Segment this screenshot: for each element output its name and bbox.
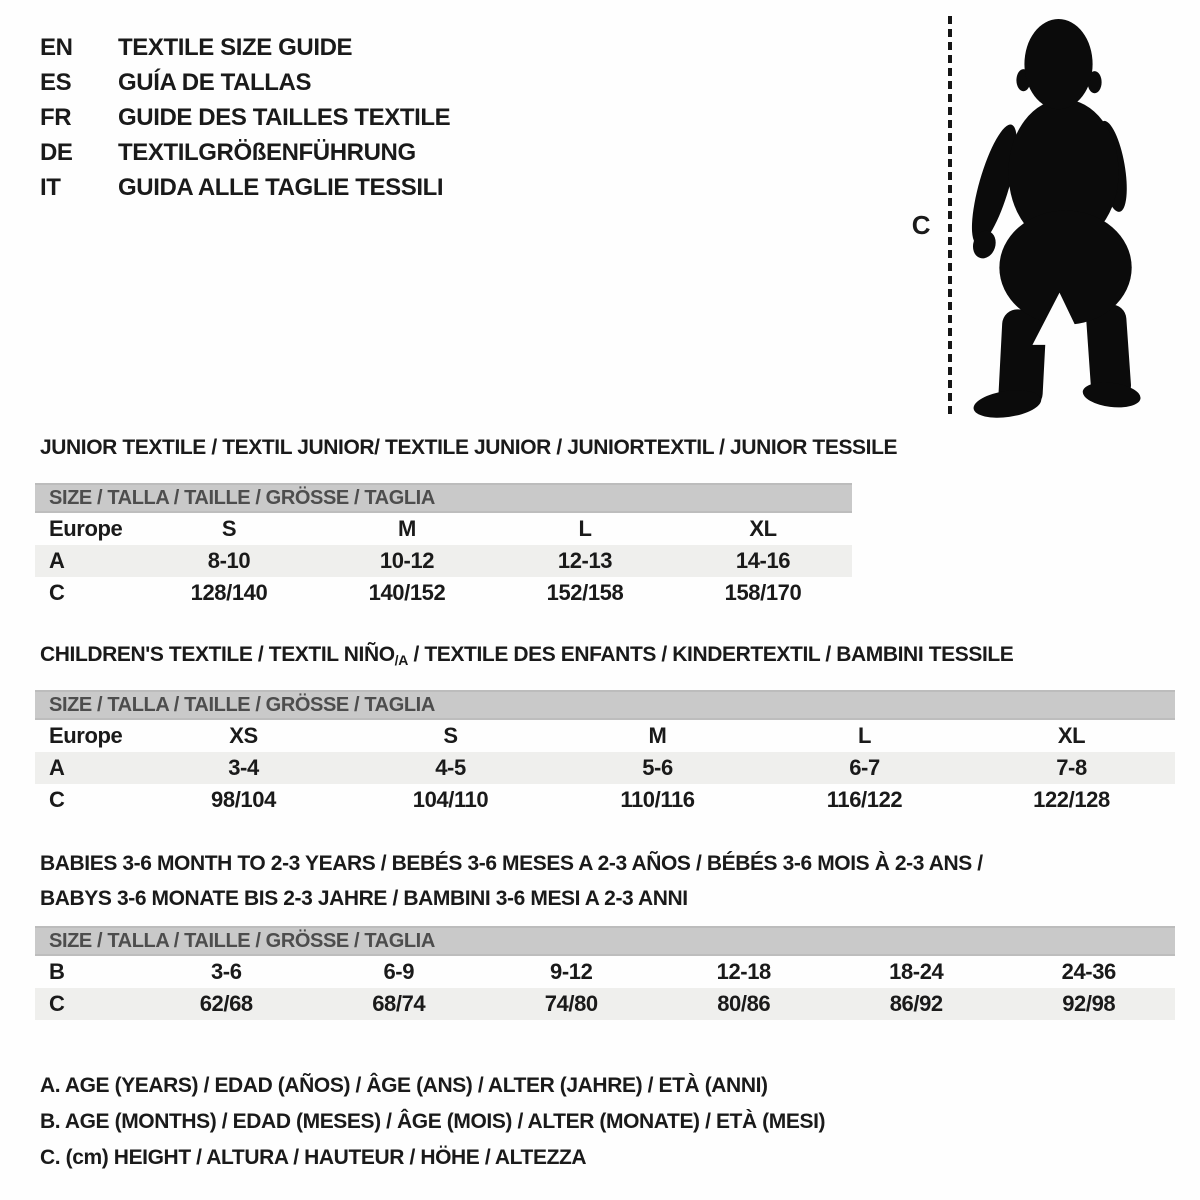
children-column-header-row — [35, 720, 1175, 752]
children-title-suffix: / TEXTILE DES ENFANTS / KINDERTEXTIL / BAMBINI TESSILE — [408, 643, 1014, 666]
babies-height-5: 86/92 — [889, 991, 943, 1016]
lang-title-it: GUIDA ALLE TAGLIE TESSILI — [118, 173, 444, 201]
junior-height-l: 152/158 — [546, 580, 624, 605]
babies-section-title — [40, 846, 983, 916]
children-age-m: 5-6 — [642, 755, 673, 780]
children-title-prefix: CHILDREN'S TEXTILE / TEXTIL NIÑO — [40, 643, 395, 666]
babies-height-3: 74/80 — [544, 991, 598, 1016]
children-height-m: 110/116 — [620, 787, 695, 812]
children-height-s: 104/110 — [412, 787, 489, 812]
babies-row-months-label: B — [49, 959, 65, 984]
babies-months-2: 6-9 — [383, 959, 415, 984]
junior-row-age-label: A — [49, 548, 65, 573]
lang-code-en: EN — [40, 33, 73, 61]
babies-months-4: 12-18 — [716, 959, 771, 984]
junior-age-m: 10-12 — [379, 548, 435, 573]
junior-col-s: S — [221, 516, 237, 541]
lang-row-fr — [40, 100, 450, 135]
babies-height-2: 68/74 — [372, 991, 426, 1016]
children-col-europe: Europe — [49, 723, 123, 748]
junior-col-l: L — [578, 516, 592, 541]
babies-height-1: 62/68 — [199, 991, 253, 1016]
height-measure-dashed-line — [948, 16, 952, 418]
babies-height-6: 92/98 — [1062, 991, 1116, 1016]
lang-title-fr: GUIDE DES TAILLES TEXTILE — [118, 103, 451, 131]
children-row-age — [35, 752, 1175, 784]
babies-months-3: 9-12 — [550, 959, 593, 984]
junior-size-bar: SIZE / TALLA / TAILLE / GRÖSSE / TAGLIA — [35, 483, 852, 513]
children-row-height — [35, 784, 1175, 816]
junior-age-s: 8-10 — [207, 548, 251, 573]
children-height-xl: 122/128 — [1033, 787, 1110, 812]
junior-height-s: 128/140 — [190, 580, 268, 605]
children-section-title — [40, 643, 1013, 668]
children-height-l: 116/122 — [826, 787, 903, 812]
children-col-xl: XL — [1057, 723, 1086, 748]
children-col-s: S — [443, 723, 458, 748]
children-row-height-label: C — [49, 787, 65, 812]
junior-row-height — [35, 577, 852, 609]
lang-title-en: TEXTILE SIZE GUIDE — [118, 33, 353, 61]
babies-months-1: 3-6 — [210, 959, 242, 984]
lang-title-de: TEXTILGRÖßENFÜHRUNG — [118, 138, 416, 166]
babies-row-height — [35, 988, 1175, 1020]
children-size-bar: SIZE / TALLA / TAILLE / GRÖSSE / TAGLIA — [35, 690, 1175, 720]
children-col-m: M — [648, 723, 667, 748]
junior-height-m: 140/152 — [368, 580, 446, 605]
junior-age-l: 12-13 — [557, 548, 613, 573]
babies-size-bar: SIZE / TALLA / TAILLE / GRÖSSE / TAGLIA — [35, 926, 1175, 956]
children-row-age-label: A — [49, 755, 65, 780]
junior-row-height-label: C — [49, 580, 65, 605]
children-age-l: 6-7 — [849, 755, 880, 780]
lang-code-de: DE — [40, 138, 73, 166]
children-title-sub: /A — [394, 652, 409, 668]
toddler-silhouette-icon — [965, 14, 1143, 420]
children-age-xl: 7-8 — [1056, 755, 1087, 780]
junior-column-header-row — [35, 513, 852, 545]
junior-age-xl: 14-16 — [735, 548, 791, 573]
children-size-table — [35, 690, 1175, 816]
babies-months-5: 18-24 — [889, 959, 944, 984]
legend-line-a: A. AGE (YEARS) / EDAD (AÑOS) / ÂGE (ANS) / ALTER (JAHRE) / ETÀ (ANNI) — [40, 1074, 768, 1097]
babies-size-table — [35, 926, 1175, 1020]
lang-code-it: IT — [40, 173, 61, 201]
language-title-block — [40, 30, 450, 205]
children-col-xs: XS — [229, 723, 258, 748]
junior-height-xl: 158/170 — [724, 580, 802, 605]
children-age-s: 4-5 — [435, 755, 466, 780]
lang-title-es: GUÍA DE TALLAS — [118, 68, 312, 96]
babies-row-months — [35, 956, 1175, 988]
junior-row-age — [35, 545, 852, 577]
lang-code-es: ES — [40, 68, 72, 96]
lang-row-es — [40, 65, 450, 100]
children-age-xs: 3-4 — [228, 755, 259, 780]
babies-height-4: 80/86 — [717, 991, 771, 1016]
junior-col-europe: Europe — [49, 516, 123, 541]
babies-title-line1: BABIES 3-6 MONTH TO 2-3 YEARS / BEBÉS 3-6 MESES A 2-3 AÑOS / BÉBÉS 3-6 MOIS À 2-3 ANS / — [40, 852, 983, 875]
lang-code-fr: FR — [40, 103, 72, 131]
junior-size-table — [35, 483, 852, 609]
babies-title-line2: BABYS 3-6 MONATE BIS 2-3 JAHRE / BAMBINI 3-6 MESI A 2-3 ANNI — [40, 887, 688, 910]
babies-months-6: 24-36 — [1061, 959, 1116, 984]
junior-col-xl: XL — [749, 516, 777, 541]
lang-row-it — [40, 170, 450, 205]
height-measure-label: C — [911, 210, 931, 240]
lang-row-de — [40, 135, 450, 170]
junior-col-m: M — [398, 516, 416, 541]
children-height-xs: 98/104 — [211, 787, 276, 812]
legend-line-c: C. (cm) HEIGHT / ALTURA / HAUTEUR / HÖHE / ALTEZZA — [40, 1146, 587, 1169]
junior-section-title: JUNIOR TEXTILE / TEXTIL JUNIOR/ TEXTILE JUNIOR / JUNIORTEXTIL / JUNIOR TESSILE — [40, 436, 898, 459]
lang-row-en — [40, 30, 450, 65]
babies-row-height-label: C — [49, 991, 65, 1016]
legend — [40, 1068, 825, 1176]
legend-line-b: B. AGE (MONTHS) / EDAD (MESES) / ÂGE (MOIS) / ALTER (MONATE) / ETÀ (MESI) — [40, 1110, 826, 1133]
children-col-l: L — [857, 723, 872, 748]
